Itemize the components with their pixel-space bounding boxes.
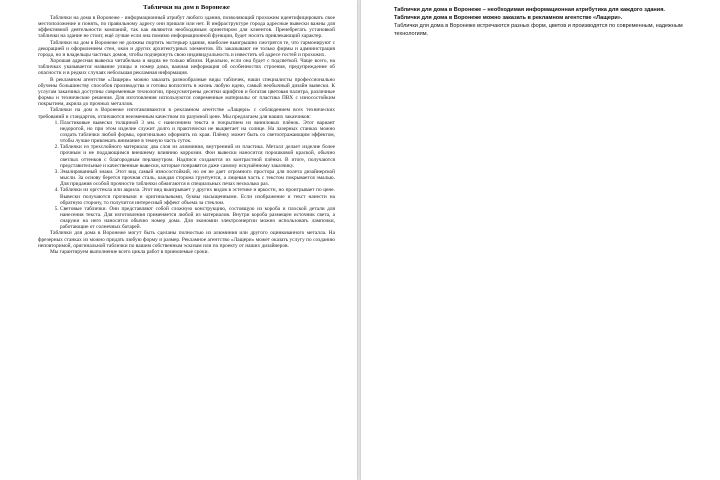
paragraph-agency: В рекламном агентстве «Лащери» можно заказать разнообразные виды табличек, наши специалисты профессионально обучены большинству способов производства и готовы воплотить в жизнь любую идею, самый необычный дизайн вывески. К услугам заказчика доступны современные технологии, предусмотрены десятки шрифтов и богатая цветовая палитра, различные формы и технические решения. Для изготовления используются современные материалы от пластика ПВХ с износостойким покрытием, акрила до прочных металлов. [38, 76, 335, 108]
list-item: 2. Таблички из трехслойного материала: два слоя из алюминия, внутренний из пластика. Металл делает изделие более прочным и не поддающимся внешнему влиянию коррозии. Фон вывески наносится порошковой краской, обычно светлых оттенков с благородным перламутром. Надписи создаются из контрастной плёнки. В итоге, получаются представительные и качественные вывески, которые понравятся даже самому искушённому заказчику. [60, 144, 335, 169]
page-1-content [38, 4, 335, 255]
summary-regular-text: Таблички для дома в Воронеже встречаются разных форм, цветов и производятся по современным, надежным технологиям. [394, 23, 683, 38]
page-2-content [394, 6, 689, 38]
sign-types-list [38, 120, 335, 231]
paragraph-metal: Таблички для дома в Воронеже могут быть сделаны полностью из алюминия или другого оцинкованного металла. На фрезерных станках из можно придать любую форму и размер. Рекламное агентство «Лащери» может оказать услугу по созданию неповторимой, оригинальной таблички по вашим собственным эскизам или по проекту от наших дизайнеров. [38, 230, 335, 249]
paragraph-exterior: Таблички на дом в Воронеже не должны портить экстерьер здания, наиболее выигрышно смотрятся те, что гармонируют с декорацией и оформлением стен, окон и других архитектурных элементов. Их заказывают не только фирмы и администрация города, но и владельцы частных домов, чтобы подчеркнуть свою индивидуальность и известить об адресе гостей и прохожих. [38, 39, 335, 58]
document-page-1 [0, 0, 357, 480]
summary-bold-text: Таблички для дома в Воронеже – необходимая информационная атрибутика для каждого здания. Таблички для дома в Воронеже можно заказать в рекламном агентстве «Лащери». [394, 7, 665, 22]
list-item: 1. Пластиковые вывески толщиной 3 мм. с нанесением текста и покрытием из виниловых плёнок. Этот вариант недорогой, но при этом изделие служит долго и практически не выцветает на солнце. На лазерных станках можно создать таблички любой формы, оригинально оформить их края. Плёнку может быть со светоотражающим эффектом, чтобы лучше привлекать внимание в темную часть суток. [60, 120, 335, 145]
paragraph-offer: Таблички на дом в Воронеже изготавливаются в рекламном агентстве «Лащери» с соблюдением всех технических требований и стандартов, отличаются неизменным качеством по разумной цене. Мы предлагаем для наших заказчиков: [38, 107, 335, 120]
list-item: 5. Световые таблички. Они представляют собой сложную конструкцию, состоящую из короба и плоской детали для нанесения текста. Для изготовления применяется любой из материалов. Внутри короба размещен источник света, а снаружи на него наносится обычно номер дома. Для экономии электроэнергии можно использовать лампочки, работающие от солнечных батарей. [60, 206, 335, 231]
list-item: 4. Таблички из оргстекла или акрила. Этот вид выигрывает у других видов в эстетике и яркости, но проигрывает по цене. Вывески получаются прочными и оригинальными, буквы насыщенными. Если изображение и текст нанести на обратную сторону, то получится интересный эффект объема за стеклом. [60, 187, 335, 205]
paragraph-guarantee: Мы гарантируем выполнение всего цикла работ в приемлемые сроки. [50, 248, 209, 255]
paragraph-intro: Таблички на дома в Воронеже - информационный атрибут любого здания, позволяющий прохожим идентифицировать свое местоположение и понять, по правильному адресу они пришли или нет. В инфраструктуре города адресные вывески важны для эффективной деятельности компаний, так как являются необходимым ориентиром для клиентов. Пренебрегать установкой таблички на здание не стоит, ещё лучше если она помимо информационной функции, будет носить привлекающий характер. [38, 15, 335, 40]
paragraph-readability: Хорошая адресная вывеска читабельна и видна не только вблизи. Идеально, если она будет с подсветкой. Чаще всего, на табличках указывается название улицы и номер дома, важная информация об особенностях строения, предупреждение об опасности и в редких случаях небольшая рекламная информация. [38, 58, 335, 77]
list-item: 3. Эмалированный знаки. Этот вид самый износостойкий, но он не дает огромного простора для полета дизайнерской мысли. За основу берется прочная сталь, каждая сторона грунтуется, а лицевая часть с текстом покрывается эмалью. Для придания особой прочности таблички обжигаются в специальных печах несколько раз. [60, 169, 335, 187]
document-title: Таблички на дом в Воронеже [143, 4, 230, 11]
document-page-2 [361, 0, 720, 480]
